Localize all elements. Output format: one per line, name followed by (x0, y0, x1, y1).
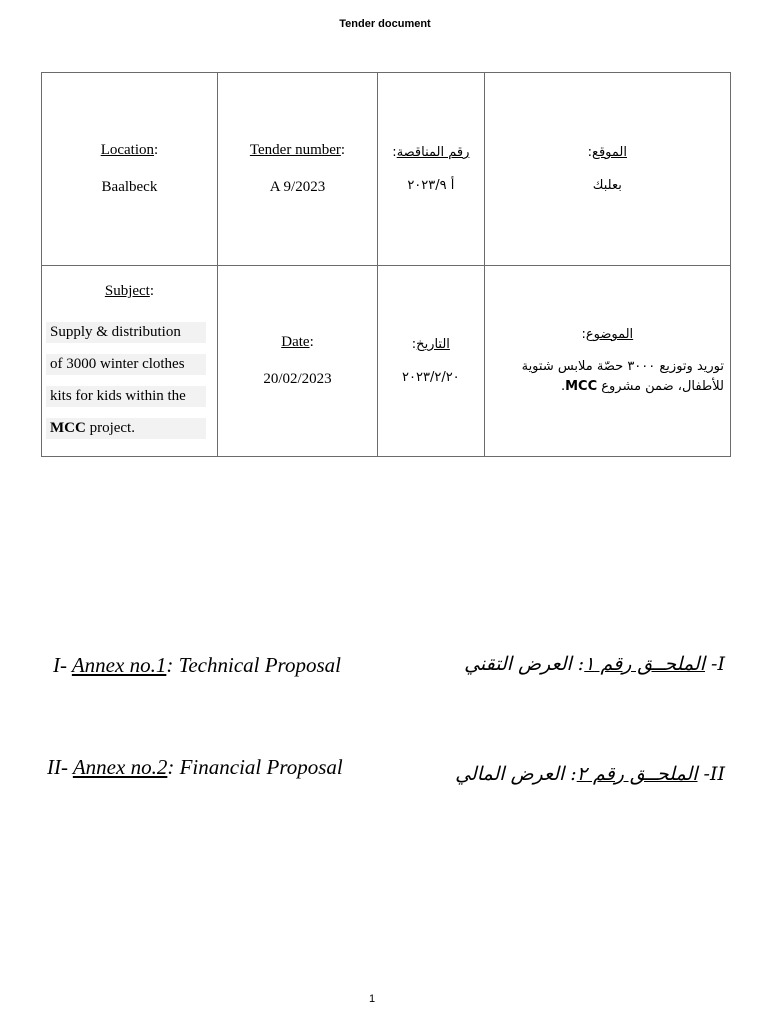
annex-1-link-ar: الملحــق رقم ١ (584, 653, 706, 675)
annex-2-link-ar: الملحــق رقم ٢ (576, 763, 698, 785)
date-label: Date (281, 334, 310, 350)
ar-date-cell: التاريخ: ٢٠٢٣/٢/٢٠ (378, 266, 485, 457)
ar-date-label: التاريخ (416, 337, 450, 352)
location-label: Location (100, 142, 155, 158)
subject-line: MCC project. (46, 418, 206, 439)
annex-2-title-ar: II- الملحــق رقم ٢: العرض المالي (455, 763, 725, 785)
ar-subject-mcc: MCC (565, 379, 598, 394)
ar-subject-label: الموضوع (585, 327, 634, 342)
ar-date-value: ٢٠٢٣/٢/٢٠ (402, 370, 460, 385)
ar-location-value: بعلبك (592, 178, 622, 193)
page-number: 1 (368, 993, 376, 1005)
ar-tender-number-cell: رقم المناقصة: أ ٢٠٢٣/٩ (378, 73, 485, 266)
subject-line: kits for kids within the (46, 386, 206, 407)
document-header: Tender document (339, 18, 431, 30)
ar-subject-cell: الموضوع: توريد وتوزيع ٣٠٠٠ حصّة ملابس شتوية للأطفال، ضمن مشروع MCC. (484, 266, 730, 457)
table-row (42, 266, 731, 457)
subject-line: Supply & distribution (46, 322, 206, 343)
date-value: 20/02/2023 (263, 371, 332, 387)
annex-2-link: Annex no.2 (72, 755, 168, 779)
annex-1-title: I- Annex no.1: Technical Proposal (53, 653, 341, 677)
tender-number-label: Tender number (249, 142, 341, 158)
annex-1-title-ar: I- الملحــق رقم ١: العرض التقني (464, 653, 725, 675)
table-row (42, 73, 731, 266)
annex-2-title: II- Annex no.2: Financial Proposal (47, 755, 343, 779)
subject-cell: Subject: Supply & distribution of 3000 winter clothes kits for kids within the MCC project. (42, 266, 218, 457)
tender-number-cell: Tender number: A 9/2023 (217, 73, 377, 266)
date-cell: Date: 20/02/2023 (217, 266, 377, 457)
ar-tender-number-value: أ ٢٠٢٣/٩ (407, 178, 455, 193)
ar-subject-text: توريد وتوزيع ٣٠٠٠ حصّة ملابس شتوية للأطفال، ضمن مشروع (521, 359, 724, 394)
subject-text (42, 322, 217, 439)
ar-tender-number-label: رقم المناقصة (396, 145, 470, 160)
location-value: Baalbeck (101, 179, 158, 195)
tender-number-value: A 9/2023 (269, 179, 326, 195)
ar-location-cell: الموقع: بعلبك (484, 73, 730, 266)
location-cell: Location: Baalbeck (42, 73, 218, 266)
subject-label: Subject (104, 283, 150, 299)
tender-info-table (41, 72, 731, 457)
annex-1-link: Annex no.1 (71, 653, 167, 677)
ar-location-label: الموقع (592, 145, 627, 160)
subject-line: of 3000 winter clothes (46, 354, 206, 375)
